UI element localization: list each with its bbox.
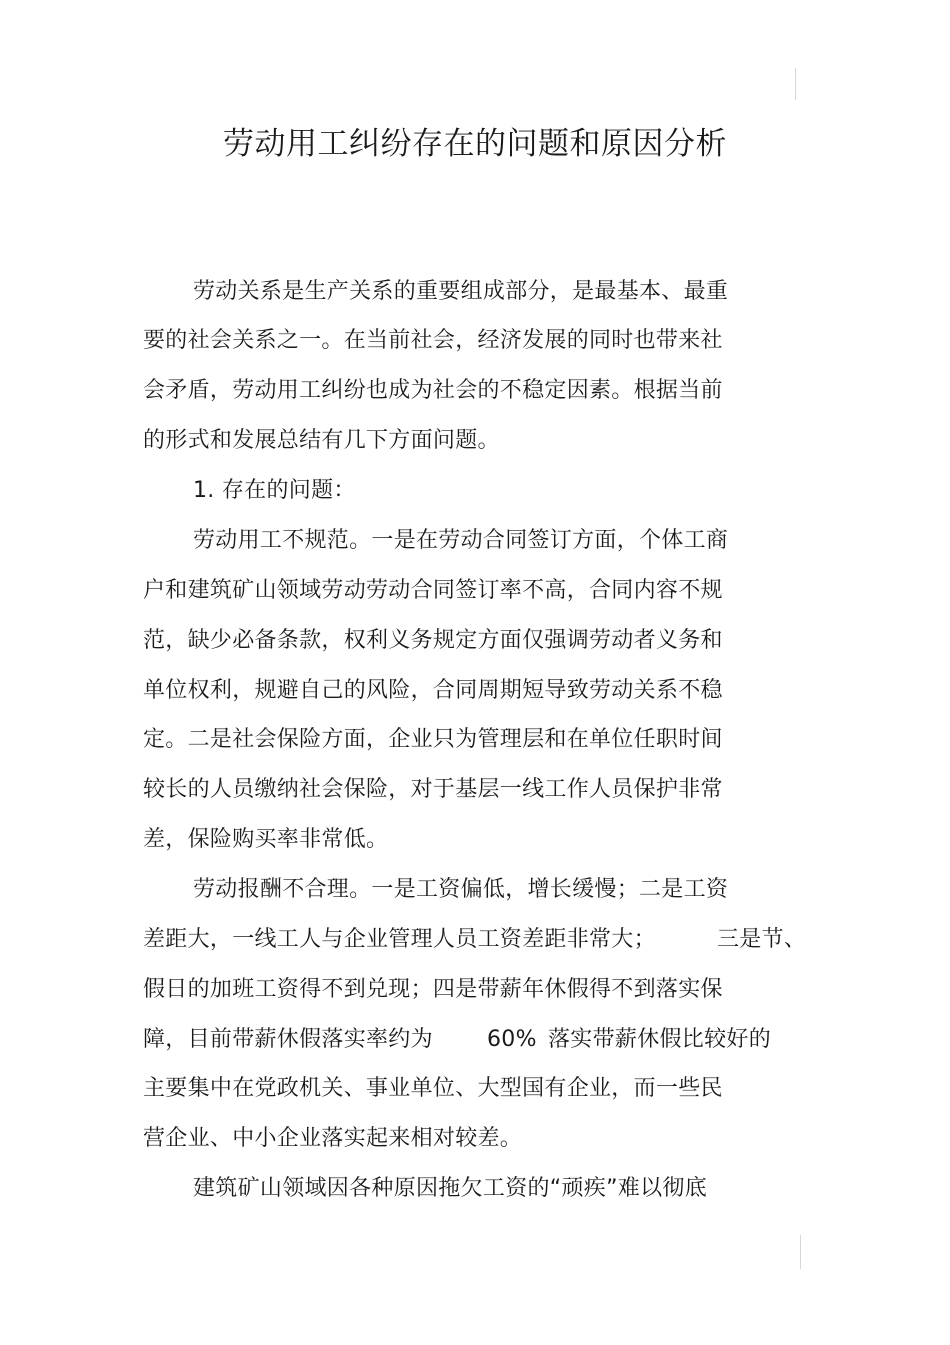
text-line: 要的社会关系之一。在当前社会，经济发展的同时也带来社: [143, 328, 723, 353]
text-line: 障，目前带薪休假落实率约为: [143, 1027, 433, 1052]
section-heading: 1. 存在的问题：: [193, 478, 356, 503]
text-line: 劳动关系是生产关系的重要组成部分，是最基本、最重: [193, 279, 729, 304]
scan-edge-mark-bottom: [800, 1235, 801, 1269]
text-line: 主要集中在党政机关、事业单位、大型国有企业，而一些民: [143, 1076, 723, 1101]
text-line: 营企业、中小企业落实起来相对较差。: [143, 1126, 523, 1151]
text-line: 建筑矿山领域因各种原因拖欠工资的“顽疾”难以彻底: [193, 1176, 707, 1201]
text-line: 户和建筑矿山领域劳动劳动合同签订率不高，合同内容不规: [143, 578, 723, 603]
text-line: 定。二是社会保险方面，企业只为管理层和在单位任职时间: [143, 727, 723, 752]
text-line: 较长的人员缴纳社会保险，对于基层一线工作人员保护非常: [143, 777, 723, 802]
text-line: 差距大，一线工人与企业管理人员工资差距非常大；: [143, 927, 656, 952]
document-title: 劳动用工纠纷存在的问题和原因分析: [223, 126, 727, 162]
text-line: 范，缺少必备条款，权利义务规定方面仅强调劳动者义务和: [143, 628, 723, 653]
scan-edge-mark-top: [795, 68, 796, 100]
text-line-fragment: 三是节、: [717, 927, 807, 952]
text-line: 劳动报酬不合理。一是工资偏低，增长缓慢；二是工资: [193, 877, 729, 902]
text-line: 差，保险购买率非常低。: [143, 827, 389, 852]
text-line-fragment: 落实带薪休假比较好的: [548, 1027, 772, 1052]
percentage-value: 60%: [487, 1027, 537, 1052]
text-line: 单位权利，规避自己的风险，合同周期短导致劳动关系不稳: [143, 678, 723, 703]
text-line: 假日的加班工资得不到兑现；四是带薪年休假得不到落实保: [143, 977, 723, 1002]
text-line: 劳动用工不规范。一是在劳动合同签订方面，个体工商: [193, 528, 729, 553]
text-line: 的形式和发展总结有几下方面问题。: [143, 428, 500, 453]
text-line: 会矛盾，劳动用工纠纷也成为社会的不稳定因素。根据当前: [143, 378, 723, 403]
